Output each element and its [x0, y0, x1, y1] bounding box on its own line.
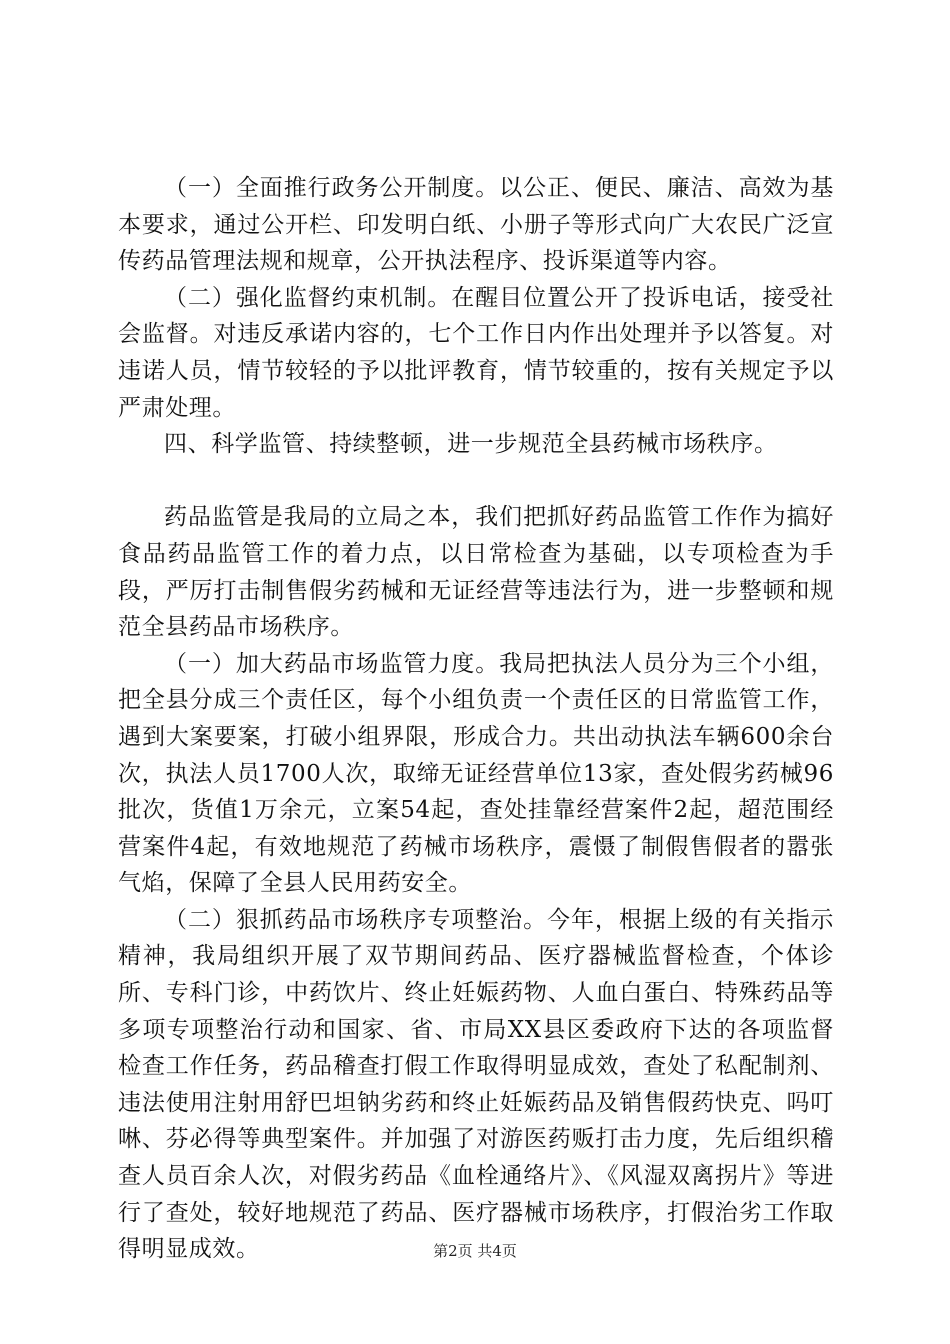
paragraph-supervision-mechanism: （二）强化监督约束机制。在醒目位置公开了投诉电话，接受社会监督。对违反承诺内容的，七个工作日内作出处理并予以答复。对违诺人员，情节较轻的予以批评教育，情节较重的，按有关规定予以严肃处理。	[118, 284, 834, 421]
paragraph-drug-supervision-intro: 药品监管是我局的立局之本，我们把抓好药品监管工作作为搞好食品药品监管工作的着力点，以日常检查为基础，以专项检查为手段，严厉打击制售假劣药械和无证经营等违法行为，进一步整顿和规范全县药品市场秩序。	[118, 504, 834, 641]
paragraph-market-supervision: （一）加大药品市场监管力度。我局把执法人员分为三个小组，把全县分成三个责任区，每个小组负责一个责任区的日常监管工作，遇到大案要案，打破小组界限，形成合力。共出动执法车辆600余台次，执法人员1700人次，取缔无证经营单位13家，查处假劣药械96批次，货值1万余元，立案54起，查处挂靠经营案件2起，超范围经营案件4起，有效地规范了药械市场秩序，震慑了制假售假者的嚣张气焰，保障了全县人民用药安全。	[118, 650, 834, 897]
document-body	[118, 170, 834, 1268]
page-number-footer: 第2页 共4页	[433, 1242, 517, 1260]
paragraph-open-government: （一）全面推行政务公开制度。以公正、便民、廉洁、高效为基本要求，通过公开栏、印发明白纸、小册子等形式向广大农民广泛宣传药品管理法规和规章，公开执法程序、投诉渠道等内容。	[118, 175, 834, 275]
paragraph-special-rectification: （二）狠抓药品市场秩序专项整治。今年，根据上级的有关指示精神，我局组织开展了双节期间药品、医疗器械监督检查，个体诊所、专科门诊，中药饮片、终止妊娠药物、人血白蛋白、特殊药品等多项专项整治行动和国家、省、市局XX县区委政府下达的各项监督检查工作任务，药品稽查打假工作取得明显成效，查处了私配制剂、违法使用注射用舒巴坦钠劣药和终止妊娠药品及销售假药快克、吗叮啉、芬必得等典型案件。并加强了对游医药贩打击力度，先后组织稽查人员百余人次，对假劣药品《血栓通络片》、《风湿双离拐片》等进行了查处，较好地规范了药品、医疗器械市场秩序，打假治劣工作取得明显成效。	[118, 906, 834, 1263]
section-heading-four: 四、科学监管、持续整顿，进一步规范全县药械市场秩序。	[164, 431, 778, 458]
